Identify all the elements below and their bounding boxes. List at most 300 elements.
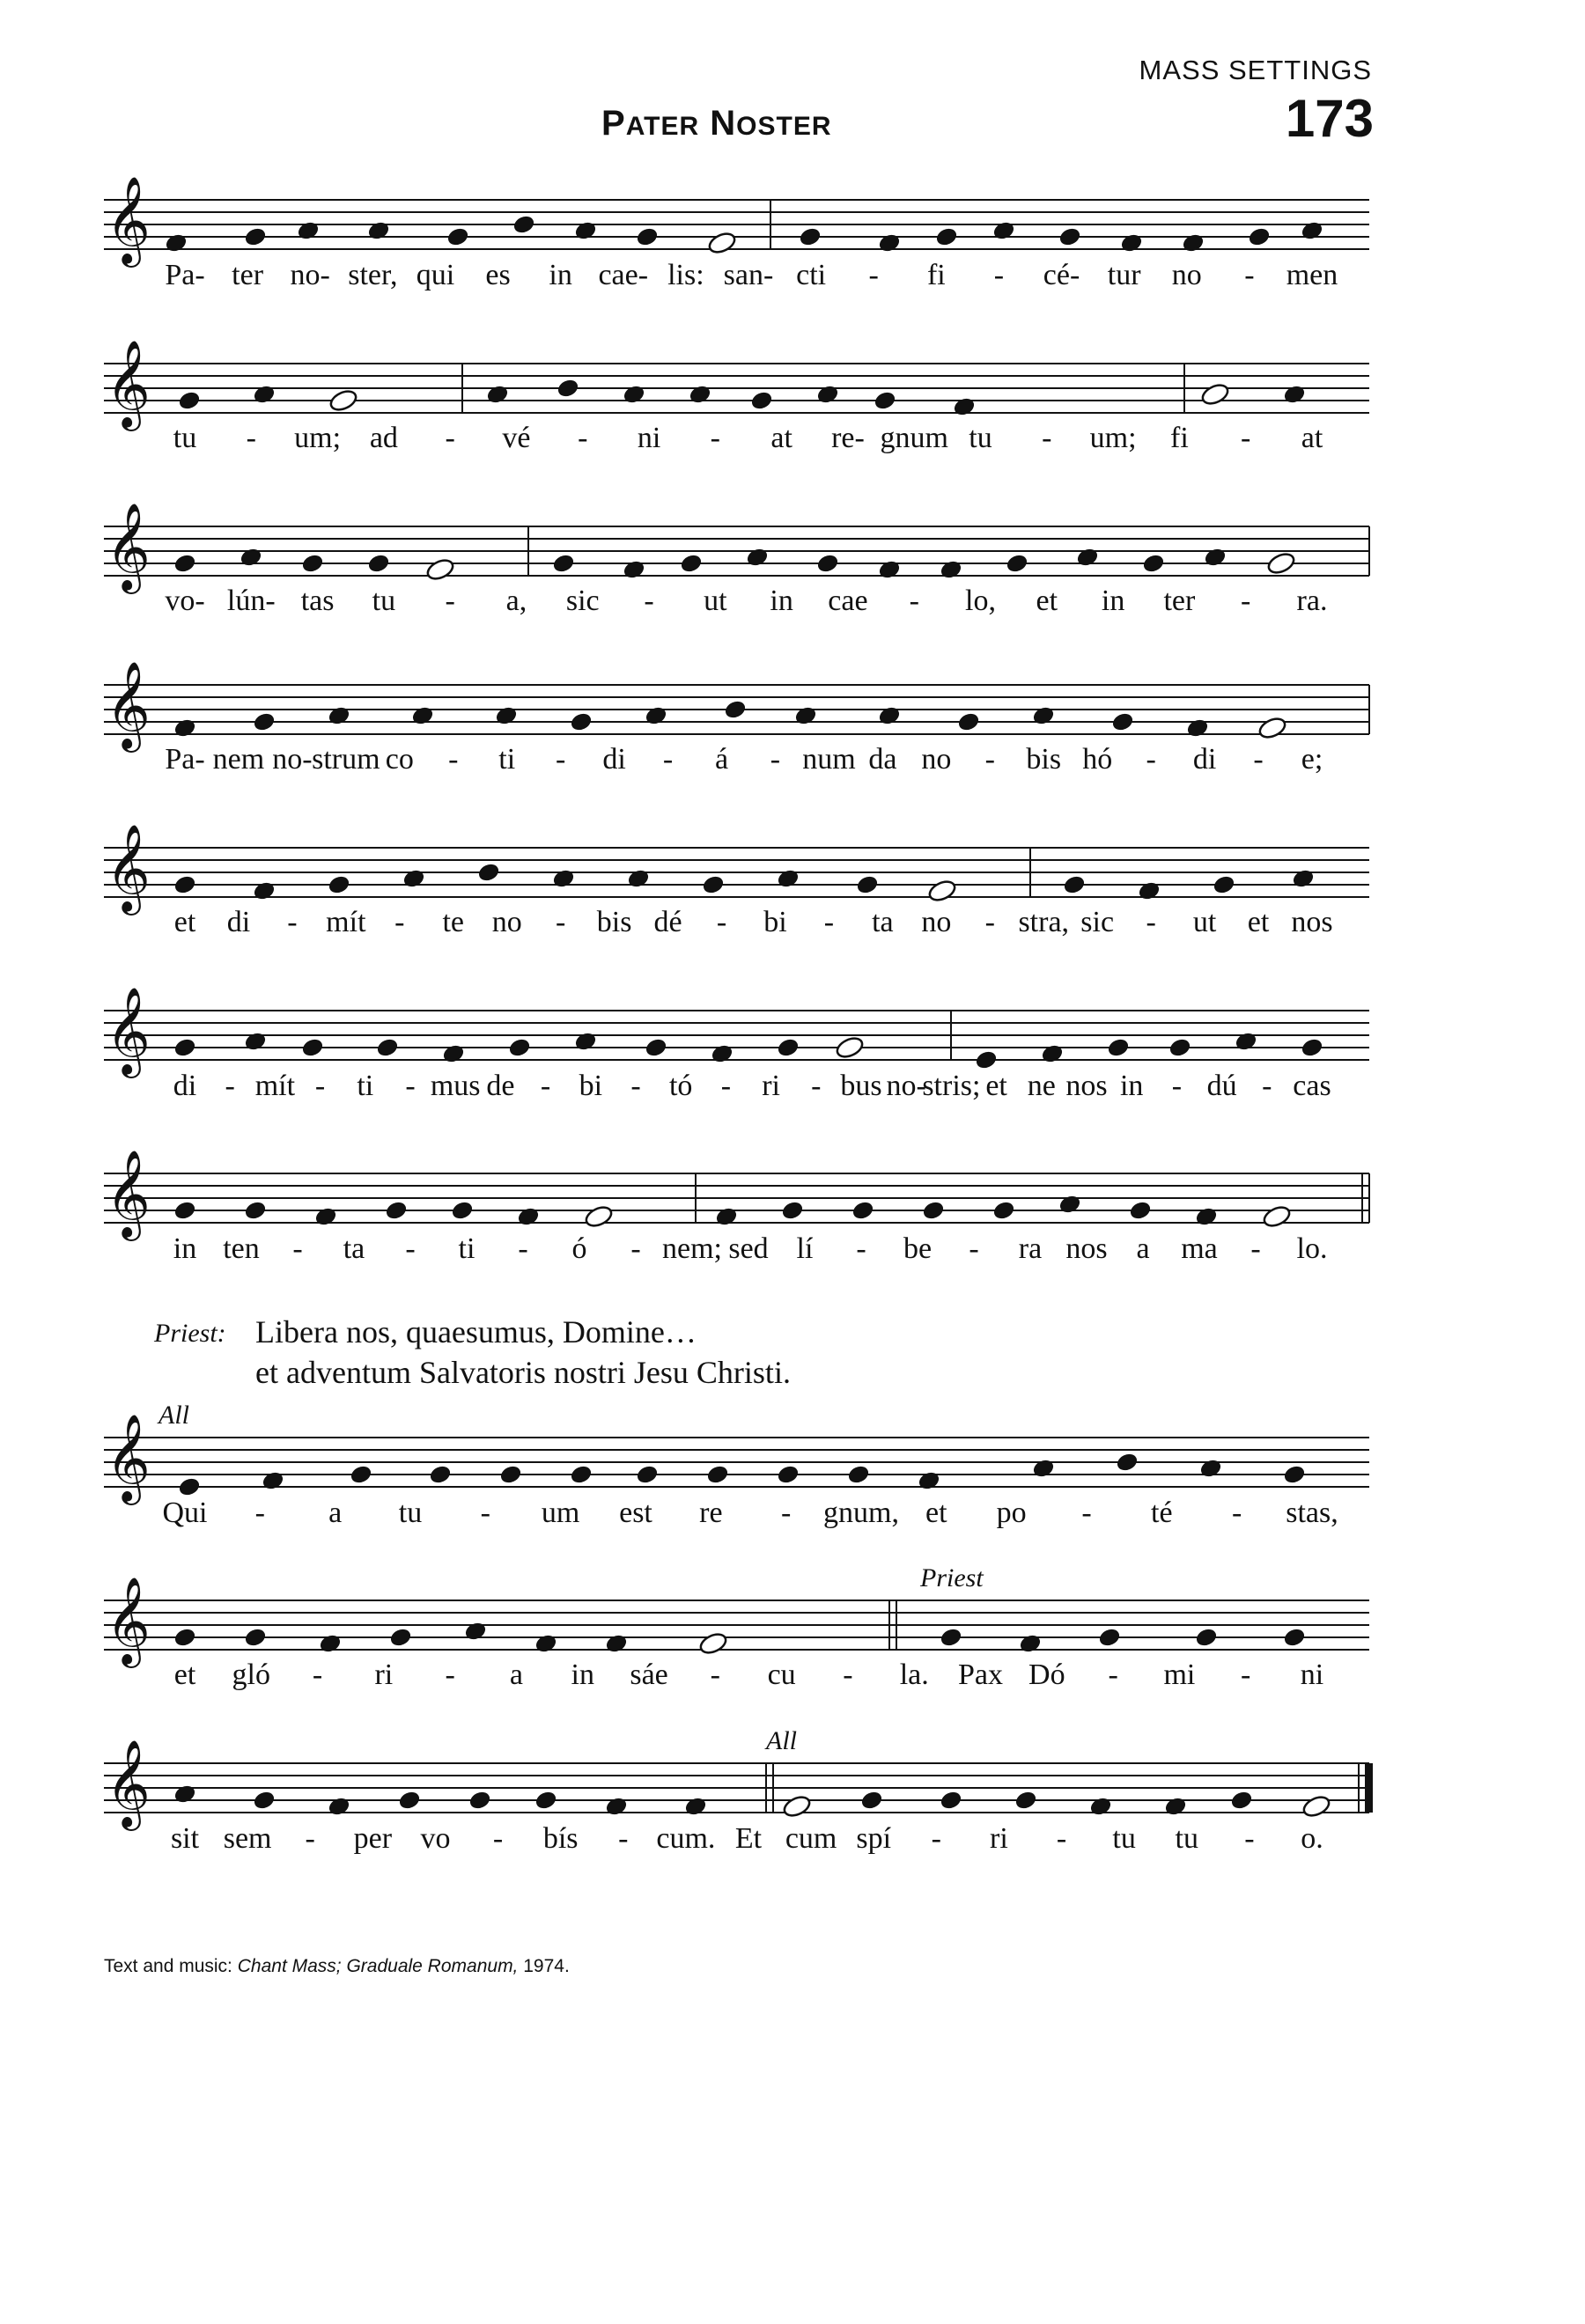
quarter-note [746, 547, 770, 568]
quarter-note [706, 1464, 730, 1485]
quarter-note [1032, 1458, 1056, 1479]
lyric-syllable: - [246, 422, 256, 454]
quarter-note [240, 547, 263, 568]
lyric-syllable: et [985, 1070, 1007, 1102]
lyric-syllable: in [1101, 585, 1125, 617]
lyric-syllable: in [1119, 1070, 1144, 1102]
lyric-syllable: ne [1027, 1070, 1056, 1102]
quarter-note [623, 384, 646, 405]
treble-clef-icon: 𝄞 [106, 176, 151, 264]
quarter-note [816, 384, 840, 405]
lyric-syllable: - [969, 1232, 979, 1265]
lyric-syllable: tu [372, 585, 396, 617]
lyric-syllable: bis [1026, 743, 1062, 776]
lyric-syllable: - [716, 906, 727, 938]
lyric-syllable: sáe [630, 1658, 668, 1691]
half-note [835, 1035, 866, 1061]
quarter-note [328, 874, 351, 895]
treble-clef-icon: 𝄞 [106, 1414, 151, 1502]
lyric-syllable: ut [1192, 906, 1217, 938]
lyric-syllable: vo- [165, 585, 205, 617]
quarter-note [1283, 1464, 1307, 1485]
lyric-syllable: cum [785, 1822, 837, 1855]
lyric-syllable: et [173, 906, 196, 938]
quarter-note [1116, 1452, 1139, 1473]
quarter-note [1058, 1194, 1082, 1215]
quarter-note [442, 1043, 466, 1064]
lyric-syllable: mít [254, 1070, 296, 1102]
lyric-syllable: - [1146, 743, 1156, 776]
lyric-syllable: re- [831, 422, 865, 454]
lyric-syllable: - [312, 1658, 323, 1691]
quarter-note [1186, 717, 1210, 739]
credit-source: Chant Mass; Graduale Romanum, [237, 1956, 519, 1976]
quarter-note [253, 1790, 276, 1811]
quarter-note [860, 1790, 884, 1811]
lyric-syllable: - [518, 1232, 528, 1265]
lyric-syllable: ri [990, 1822, 1008, 1855]
lyric-syllable: - [770, 743, 781, 776]
lyric-syllable: ut [704, 585, 727, 617]
lyric-syllable: et [1036, 585, 1058, 617]
lyric-syllable: ad [369, 422, 398, 454]
lyric-syllable: ó [571, 1232, 587, 1265]
lyric-syllable: - [868, 259, 879, 291]
quarter-note [402, 868, 426, 889]
lyric-syllable: - [710, 422, 721, 454]
quarter-note [1058, 226, 1082, 247]
lyric-syllable: - [225, 1070, 235, 1102]
quarter-note [173, 874, 197, 895]
quarter-note [173, 553, 197, 574]
treble-clef-icon: 𝄞 [106, 1577, 151, 1665]
lyric-syllable: sem [223, 1822, 272, 1855]
lyric-syllable: - [555, 743, 566, 776]
lyric-syllable: hó [1082, 743, 1113, 776]
lyric-syllable: - [254, 1497, 265, 1529]
priest-line: et adventum Salvatoris nostri Jesu Christi. [255, 1355, 791, 1390]
lyric-syllable: no- [886, 1070, 926, 1102]
lyric-syllable: in [770, 585, 793, 617]
quarter-note [244, 1031, 268, 1052]
lyric-syllable: a [1136, 1232, 1150, 1265]
lyric-syllable: vé [502, 422, 531, 454]
quarter-note [319, 1633, 343, 1654]
quarter-note [165, 232, 188, 254]
lyric-syllable: gnum [880, 422, 948, 454]
lyric-syllable: stas, [1286, 1497, 1338, 1529]
quarter-note [173, 1783, 197, 1805]
lyric-syllable: num [802, 743, 856, 776]
lyric-syllable: um; [294, 422, 342, 454]
half-note [328, 388, 359, 414]
lyric-syllable: - [394, 906, 405, 938]
lyric-syllable: nos [1065, 1070, 1108, 1102]
quarter-note [940, 1790, 963, 1811]
quarter-note [1230, 1790, 1254, 1811]
quarter-note [499, 1464, 523, 1485]
lyric-syllable: dú [1206, 1070, 1237, 1102]
quarter-note [1098, 1627, 1122, 1648]
quarter-note [552, 868, 576, 889]
lyric-syllable: re [699, 1497, 723, 1529]
quarter-note [957, 711, 981, 732]
lyric-syllable: - [811, 1070, 822, 1102]
lyric-syllable: tu [1112, 1822, 1136, 1855]
lyric-syllable: - [618, 1822, 629, 1855]
quarter-note [512, 214, 536, 235]
lyric-syllable: sic [565, 585, 600, 617]
lyric-syllable: - [630, 1232, 641, 1265]
quarter-note [398, 1790, 422, 1811]
quarter-note [1041, 1043, 1065, 1064]
title-rest: ATER [625, 112, 700, 141]
quarter-note [935, 226, 959, 247]
quarter-note [411, 705, 435, 726]
treble-clef-icon: 𝄞 [106, 1739, 151, 1828]
lyric-syllable: dé [653, 906, 682, 938]
credit-prefix: Text and music: [104, 1956, 232, 1976]
half-note [584, 1204, 615, 1230]
lyric-syllable: - [292, 1232, 303, 1265]
lyric-syllable: Pa- [165, 743, 205, 776]
lyric-syllable: - [287, 906, 298, 938]
lyric-syllable: - [480, 1497, 490, 1529]
half-note [1200, 382, 1231, 408]
quarter-note [173, 1627, 197, 1648]
lyric-syllable: in [571, 1658, 594, 1691]
lyric-syllable: no [1171, 259, 1202, 291]
lyric-syllable: - [843, 1658, 853, 1691]
lyric-syllable: Dó [1028, 1658, 1065, 1691]
lyric-syllable: um [541, 1497, 580, 1529]
quarter-note [350, 1464, 373, 1485]
lyric-syllable: et [1247, 906, 1270, 938]
lyric-syllable: ni [637, 422, 661, 454]
quarter-note [992, 220, 1016, 241]
lyric-syllable: strum [312, 743, 380, 776]
lyric-syllable: - [909, 585, 919, 617]
lyric-syllable: lo, [965, 585, 996, 617]
quarter-note [244, 1200, 268, 1221]
lyric-syllable: - [1244, 259, 1255, 291]
lyric-syllable: - [1241, 1658, 1251, 1691]
lyric-syllable: a, [505, 585, 527, 617]
quarter-note [557, 378, 580, 399]
lyric-syllable: - [445, 422, 455, 454]
lyric-syllable: sic [1080, 906, 1115, 938]
lyric-syllable: ra [1018, 1232, 1043, 1265]
lyric-syllable: di [1192, 743, 1217, 776]
lyric-syllable: mus [430, 1070, 481, 1102]
lyric-syllable: Pa- [165, 259, 205, 291]
lyric-syllable: at [1301, 422, 1323, 454]
quarter-note [680, 553, 704, 574]
lyric-syllable: per [353, 1822, 393, 1855]
lyric-syllable: stris; [922, 1070, 981, 1102]
credit-line [104, 1956, 570, 1977]
lyric-syllable: ti [357, 1070, 374, 1102]
quarter-note [1301, 1037, 1324, 1058]
quarter-note [244, 226, 268, 247]
half-note [707, 231, 738, 256]
lyric-syllable: bi [763, 906, 787, 938]
lyric-syllable: di [173, 1070, 197, 1102]
quarter-note [464, 1621, 488, 1642]
half-note [425, 557, 456, 583]
quarter-note [1213, 874, 1236, 895]
quarter-note [636, 226, 660, 247]
lyric-syllable: et [925, 1497, 947, 1529]
lyric-syllable: - [405, 1070, 416, 1102]
quarter-note [508, 1037, 532, 1058]
half-note [1262, 1204, 1293, 1230]
quarter-note [1283, 1627, 1307, 1648]
lyric-syllable: á [714, 743, 729, 776]
quarter-note [940, 1627, 963, 1648]
quarter-note [173, 1037, 197, 1058]
quarter-note [1014, 1790, 1038, 1811]
quarter-note [1235, 1031, 1258, 1052]
lyric-syllable: - [1241, 422, 1251, 454]
quarter-note [799, 226, 822, 247]
lyric-syllable: - [984, 743, 995, 776]
lyric-syllable: - [1262, 1070, 1272, 1102]
lyric-syllable: ta [872, 906, 894, 938]
lyric-syllable: - [780, 1497, 792, 1529]
quarter-note [605, 1796, 629, 1817]
quarter-note [1129, 1200, 1153, 1221]
lyric-syllable: gnum, [823, 1497, 899, 1529]
quarter-note [878, 232, 902, 254]
lyric-syllable: - [1250, 1232, 1261, 1265]
quarter-note [715, 1206, 739, 1227]
lyric-syllable: po [996, 1497, 1027, 1529]
lyric-syllable: cu [767, 1658, 796, 1691]
role-label: All [766, 1726, 797, 1755]
treble-clef-icon: 𝄞 [106, 503, 151, 591]
treble-clef-icon: 𝄞 [106, 1150, 151, 1238]
lyric-syllable: vo [420, 1822, 451, 1855]
lyric-syllable: cti [796, 259, 827, 291]
hymn-number: 173 [1285, 89, 1374, 148]
lyric-syllable: - [448, 743, 459, 776]
lyric-syllable: ra. [1296, 585, 1328, 617]
lyric-syllable: spí [856, 1822, 892, 1855]
lyric-syllable: bus [840, 1070, 882, 1102]
lyric-syllable: be [903, 1232, 933, 1265]
lyric-syllable: tu [398, 1497, 423, 1529]
quarter-note [940, 559, 963, 580]
quarter-note [953, 396, 977, 417]
credit-year: 1974. [523, 1956, 570, 1976]
lyric-syllable: té [1151, 1497, 1173, 1529]
quarter-note [851, 1200, 875, 1221]
quarter-note [173, 717, 197, 739]
quarter-note [477, 862, 501, 883]
quarter-note [574, 220, 598, 241]
quarter-note [173, 1200, 197, 1221]
lyric-syllable: nos [1065, 1232, 1108, 1265]
lyric-syllable: - [644, 585, 654, 617]
lyric-syllable: la. [899, 1658, 929, 1691]
lyric-syllable: um; [1089, 422, 1137, 454]
quarter-note [517, 1206, 541, 1227]
lyric-syllable: lún- [226, 585, 276, 617]
lyric-syllable: nos [1291, 906, 1333, 938]
quarter-note [1164, 1796, 1188, 1817]
lyric-syllable: est [619, 1497, 652, 1529]
lyric-syllable: di [602, 743, 626, 776]
lyric-syllable: - [445, 585, 455, 617]
lyric-syllable: men [1286, 259, 1338, 291]
lyric-syllable: bi [579, 1070, 603, 1102]
quarter-note [451, 1200, 475, 1221]
quarter-note [856, 874, 880, 895]
lyric-syllable: Et [734, 1822, 763, 1855]
section-heading: MASS SETTINGS [1139, 55, 1372, 85]
treble-clef-icon: 𝄞 [106, 824, 151, 912]
quarter-note [1142, 553, 1166, 574]
half-note [782, 1794, 813, 1820]
lyric-syllable: - [1081, 1497, 1092, 1529]
lyric-syllable: sit [170, 1822, 200, 1855]
lyric-syllable: tu [969, 422, 992, 454]
lyric-syllable: bis [596, 906, 632, 938]
quarter-note [1089, 1796, 1113, 1817]
title-rest: OSTER [736, 112, 832, 141]
lyric-syllable: lis: [667, 259, 704, 291]
lyric-syllable: - [984, 906, 995, 938]
lyric-syllable: mi [1163, 1658, 1196, 1691]
quarter-note [446, 226, 470, 247]
quarter-note [385, 1200, 409, 1221]
quarter-note [777, 1037, 800, 1058]
quarter-note [878, 559, 902, 580]
lyric-syllable: - [1241, 585, 1251, 617]
quarter-note [253, 711, 276, 732]
quarter-note [794, 705, 818, 726]
lyric-syllable: ter [232, 259, 264, 291]
lyric-syllable: - [1231, 1497, 1242, 1529]
lyric-syllable: tu [173, 422, 197, 454]
lyric-syllable: fi [926, 259, 946, 291]
quarter-note [777, 1464, 800, 1485]
lyric-syllable: stra, [1018, 906, 1070, 938]
priest-line: Libera nos, quaesumus, Domine… [255, 1314, 697, 1350]
lyric-syllable: - [662, 743, 674, 776]
quarter-note [724, 699, 748, 720]
lyric-syllable: sed [728, 1232, 769, 1265]
quarter-note [367, 553, 391, 574]
quarter-note [495, 705, 519, 726]
final-bar-line [1365, 1763, 1373, 1813]
lyric-syllable: tur [1107, 259, 1141, 291]
quarter-note [314, 1206, 338, 1227]
quarter-note [918, 1470, 941, 1491]
lyric-syllable: san- [723, 259, 774, 291]
lyric-syllable: - [1253, 743, 1264, 776]
lyric-syllable: at [770, 422, 792, 454]
lyric-syllable: ti [458, 1232, 476, 1265]
quarter-note [301, 553, 325, 574]
lyric-syllable: gló [232, 1658, 271, 1691]
lyric-syllable: de [486, 1070, 515, 1102]
lyric-syllable: ter [1163, 585, 1196, 617]
lyric-syllable: a [509, 1658, 524, 1691]
quarter-note [328, 705, 351, 726]
quarter-note [645, 705, 668, 726]
quarter-note [1204, 547, 1227, 568]
quarter-note [1248, 226, 1272, 247]
lyric-syllable: - [305, 1822, 315, 1855]
lyric-syllable: da [868, 743, 897, 776]
lyric-syllable: ma [1181, 1232, 1218, 1265]
role-label: All [158, 1401, 189, 1430]
lyric-syllable: bís [542, 1822, 579, 1855]
quarter-note [367, 220, 391, 241]
lyric-syllable: no [921, 906, 952, 938]
quarter-note [570, 1464, 593, 1485]
quarter-note [1301, 220, 1324, 241]
lyric-syllable: - [445, 1658, 455, 1691]
lyric-syllable: - [540, 1070, 551, 1102]
quarter-note [253, 880, 276, 901]
lyric-syllable: ri [374, 1658, 394, 1691]
lyric-syllable: in [549, 259, 572, 291]
quarter-note [1182, 232, 1205, 254]
quarter-note [1111, 711, 1135, 732]
lyric-syllable: - [1146, 906, 1156, 938]
quarter-note [1076, 547, 1100, 568]
lyric-syllable: tas [300, 585, 335, 617]
lyric-syllable: - [1244, 1822, 1255, 1855]
quarter-note [1019, 1633, 1043, 1654]
title-initial: N [710, 104, 737, 143]
lyric-syllable: - [578, 422, 588, 454]
quarter-note [486, 384, 510, 405]
quarter-note [1032, 705, 1056, 726]
lyric-syllable: - [555, 906, 566, 938]
lyric-syllable: ri [762, 1070, 780, 1102]
quarter-note [1199, 1458, 1223, 1479]
quarter-note [328, 1796, 351, 1817]
lyric-syllable: cé- [1043, 259, 1080, 291]
lyric-syllable: lí [796, 1232, 814, 1265]
quarter-note [922, 1200, 946, 1221]
quarter-note [689, 384, 712, 405]
quarter-note [389, 1627, 413, 1648]
quarter-note [429, 1464, 453, 1485]
lyric-syllable: e; [1301, 743, 1323, 776]
lyric-syllable: ten [223, 1232, 260, 1265]
lyric-syllable: ta [343, 1232, 365, 1265]
priest-label: Priest: [154, 1319, 226, 1348]
lyric-syllable: - [492, 1822, 504, 1855]
quarter-note [605, 1633, 629, 1654]
lyric-syllable: Pax [958, 1658, 1004, 1691]
quarter-note [750, 390, 774, 411]
lyric-syllable: - [931, 1822, 941, 1855]
quarter-note [244, 1627, 268, 1648]
lyric-syllable: mít [326, 906, 366, 938]
lyric-syllable: ti [498, 743, 516, 776]
quarter-note [711, 1043, 734, 1064]
quarter-note [178, 390, 202, 411]
lyric-syllable: tu [1175, 1822, 1198, 1855]
lyric-syllable: fi [1170, 422, 1189, 454]
lyric-syllable: - [710, 1658, 721, 1691]
